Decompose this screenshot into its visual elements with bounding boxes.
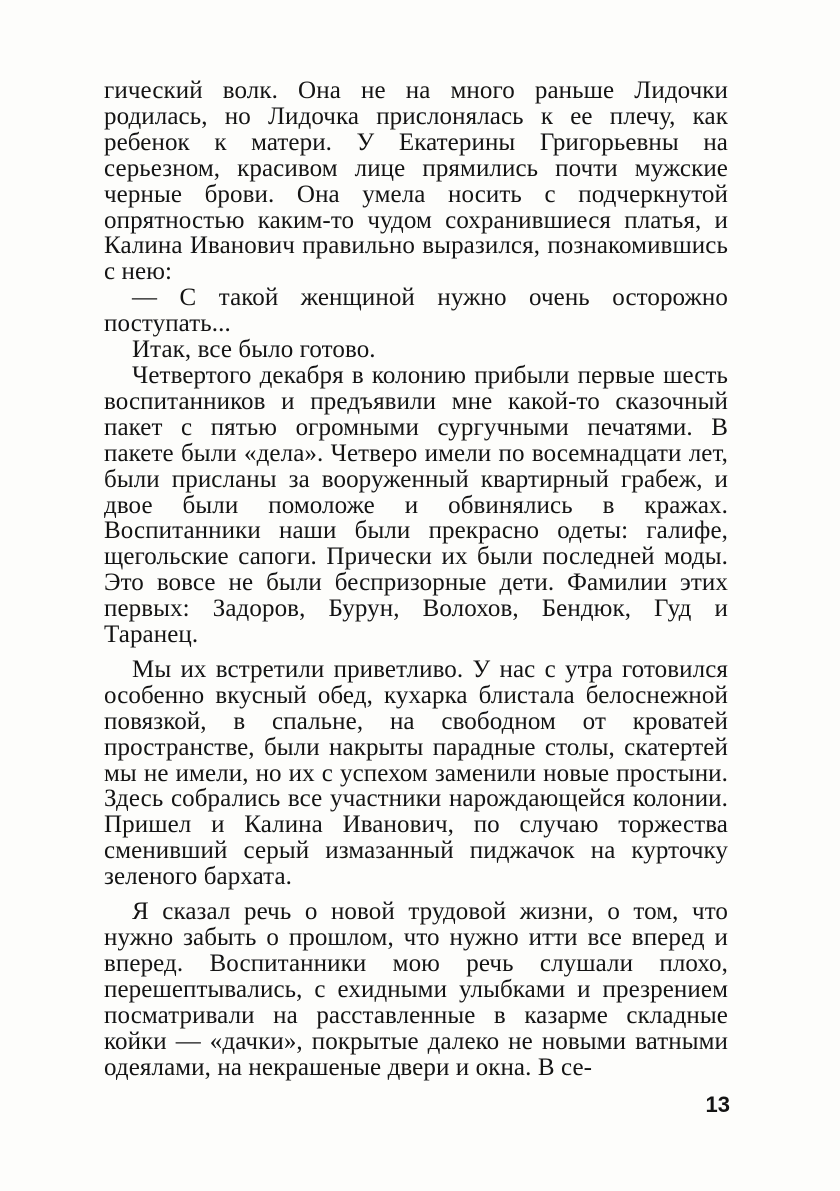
- body-text: [104, 78, 728, 1080]
- paragraph-1: гический волк. Она не на много раньше Лидочки родилась, но Лидочка прислонялась к ее плечу, как ребенок к матери. У Екатерины Григорьевны на серьезном, красивом лице прямились почти мужские черные брови. Она умела носить с подчеркнутой опрятностью каким-то чудом сохранившиеся платья, и Калина Иванович правильно выразился, познакомившись с нею:: [104, 77, 728, 286]
- paragraph-3: Итак, все было готово.: [132, 336, 376, 364]
- paragraph-4: Четвертого декабря в колонию прибыли первые шесть воспитанников и предъявили мне какой-то сказочный пакет с пятью огромными сургучными печатями. В пакете были «дела». Четверо имели по восемнадцати лет, были присланы за вооруженный квартирный грабеж, и двое были помоложе и обвинялись в кражах. Воспитанники наши были прекрасно одеты: галифе, щегольские сапоги. Прически их были последней моды. Это вовсе не были беспризорные дети. Фамилии этих первых: Задоров, Бурун, Волохов, Бендюк, Гуд и Таранец.: [104, 361, 728, 649]
- paragraph-6: Я сказал речь о новой трудовой жизни, о том, что нужно забыть о прошлом, что нужно итти все вперед и вперед. Воспитанники мою речь слушали плохо, перешептывались, с ехидными улыбками и презрением посматривали на расставленные в казарме складные койки — «дачки», покрытые далеко не новыми ватными одеялами, на некрашеные двери и окна. В се-: [104, 898, 728, 1081]
- page-number: 13: [705, 1092, 730, 1117]
- paragraph-2-dialogue: — С такой женщиной нужно очень осторожно поступать...: [104, 284, 728, 338]
- paragraph-5: Мы их встретили приветливо. У нас с утра готовился особенно вкусный обед, кухарка блистала белоснежной повязкой, в спальне, на свободном от кроватей пространстве, были накрыты парадные столы, скатертей мы не имели, но их с успехом заменили новые простыни. Здесь собрались все участники нарождающейся колонии. Пришел и Калина Иванович, по случаю торжества сменивший серый измазанный пиджачок на курточку зеленого бархата.: [104, 655, 728, 891]
